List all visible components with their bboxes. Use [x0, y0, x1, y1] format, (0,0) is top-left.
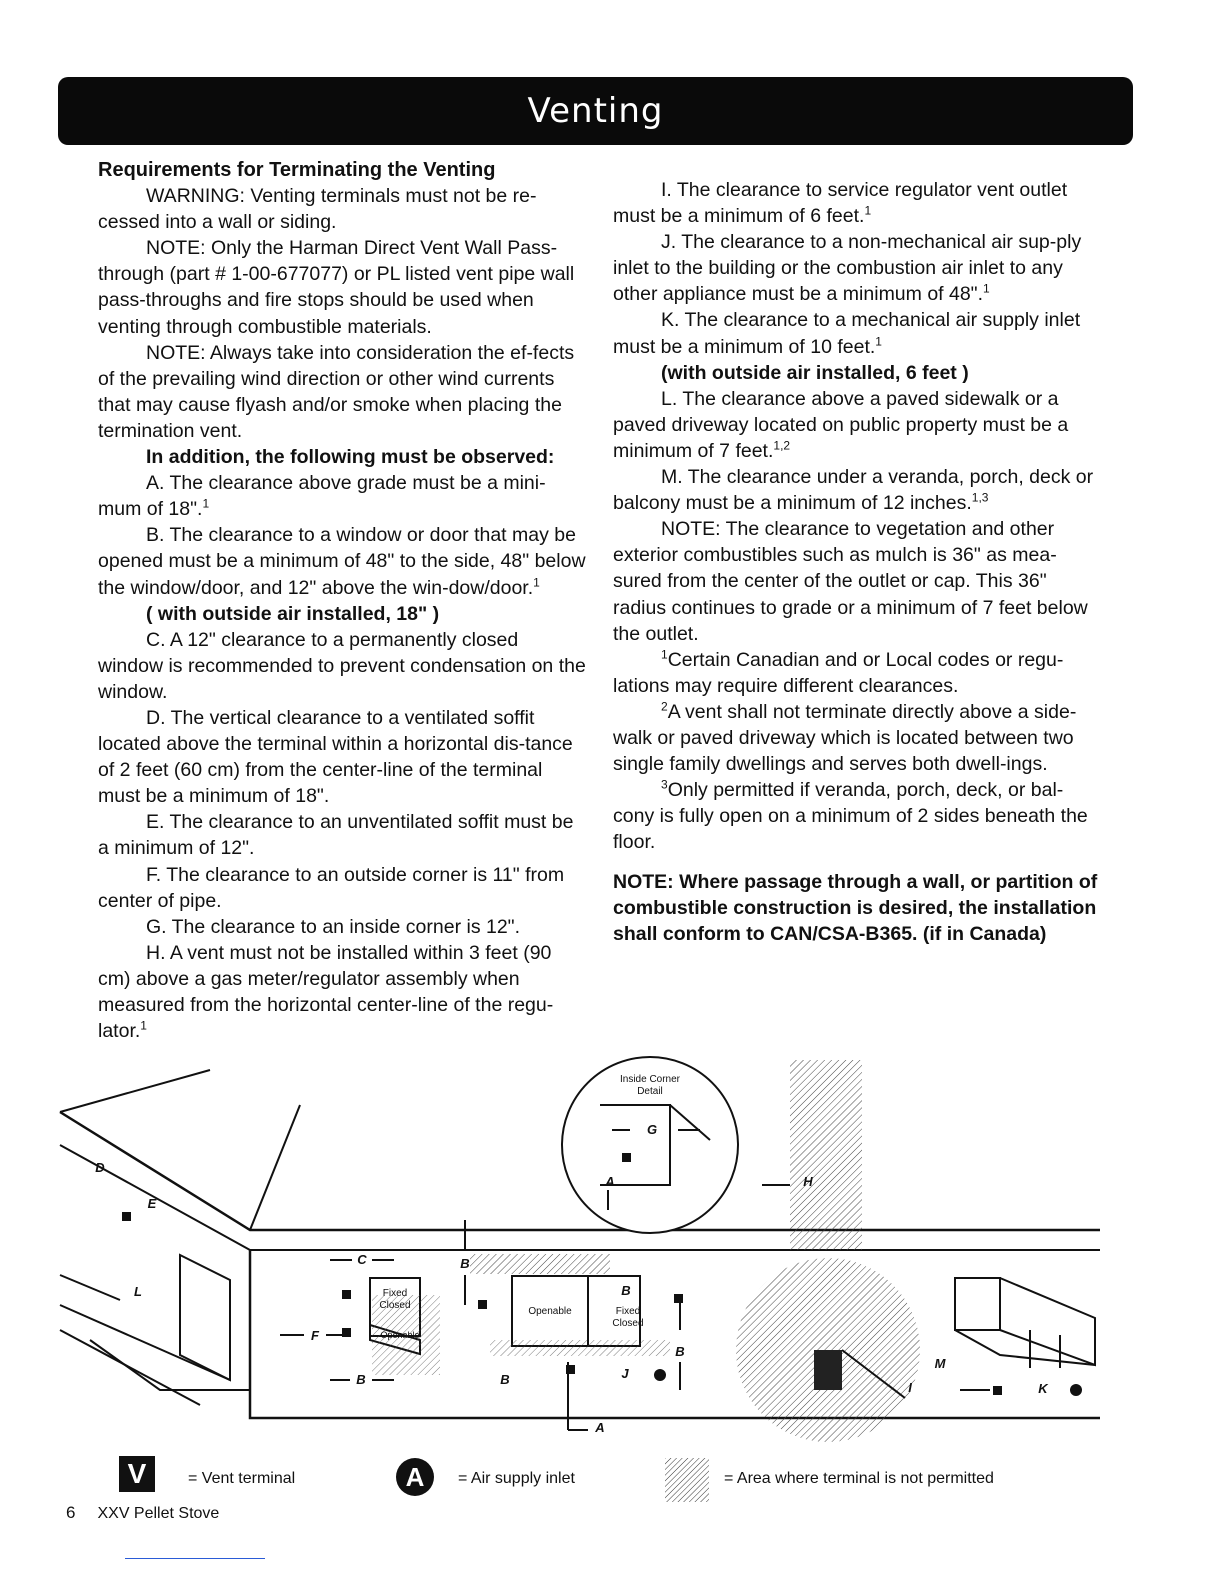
clearance-i: I. The clearance to service regulator vent outlet must be a minimum of 6 feet.$^1$ — [613, 179, 1068, 228]
letter-i: I — [908, 1380, 912, 1395]
clearance-h: H. A vent must not be installed within 3 feet (90 cm) above a gas meter/regulator assembly when measured from the horizontal center-line of the regu-lator.$^1$ — [98, 941, 554, 1043]
clearance-j: J. The clearance to a non-mechanical air sup-ply inlet to the building or the combustion air inlet to any other appliance must be a minimum of 48".$^1$ — [613, 231, 1082, 306]
legend-vent-terminal: = Vent terminal — [188, 1470, 296, 1487]
letter-d: D — [95, 1160, 105, 1175]
air-supply-symbol: A — [396, 1458, 434, 1496]
warning-paragraph: WARNING: Venting terminals must not be re-cessed into a wall or siding. — [98, 185, 537, 234]
clearance-e: E. The clearance to an unventilated soffit must be a minimum of 12". — [98, 811, 574, 860]
letter-h: H — [803, 1174, 813, 1189]
page-title: Venting — [527, 91, 664, 131]
letter-a-detail: A — [605, 1174, 615, 1189]
footnote-1: $^1$Certain Canadian and or Local codes or regu-lations may require different clearances. — [613, 647, 1064, 697]
note-canada: NOTE: Where passage through a wall, or partition of combustible construction is desired, the installation shall conform to CAN/CSA-B365. (if in Canada) — [613, 871, 1098, 946]
right-column — [613, 177, 1103, 947]
footnote-3: $^3$Only permitted if veranda, porch, deck, or bal-cony is fully open on a minimum of 2 sides beneath the floor. — [613, 777, 1088, 854]
clearance-g: G. The clearance to an inside corner is 12". — [146, 915, 521, 938]
clearance-a: A. The clearance above grade must be a mini-mum of 18".$^1$ — [98, 472, 546, 521]
letter-g: G — [646, 1122, 658, 1137]
hatch-area-symbol — [665, 1458, 709, 1502]
clearance-d: D. The vertical clearance to a ventilated soffit located above the terminal within a horizontal dis-tance of 2 feet (60 cm) from the center-line of the terminal must be a minimum of 18". — [98, 706, 573, 808]
observed-heading: In addition, the following must be observed: — [146, 446, 555, 469]
openable-label-1: Openable — [380, 1330, 420, 1340]
closed-label-1: Closed — [379, 1300, 411, 1311]
inside-corner-label: Inside Corner — [619, 1074, 681, 1085]
note-vegetation: NOTE: The clearance to vegetation and other exterior combustibles such as mulch is 36" as mea-sured from the center of the outlet or cap. This 36" radius continues to grade or a minimum of 7 feet below the outlet. — [613, 518, 1088, 645]
letter-b-mid: B — [500, 1372, 510, 1387]
letter-e: E — [147, 1196, 157, 1211]
footer-rule — [125, 1558, 265, 1559]
clearance-m: M. The clearance under a veranda, porch, deck or balcony must be a minimum of 12 inches.$^{1,3}$ — [613, 466, 1094, 515]
detail-label: Detail — [637, 1086, 663, 1097]
fixed-label-2: Fixed — [615, 1306, 641, 1317]
letter-c: C — [357, 1252, 367, 1267]
clearance-f: F. The clearance to an outside corner is 11" from center of pipe. — [98, 863, 565, 912]
letter-k: K — [1038, 1381, 1048, 1396]
left-column — [98, 157, 588, 1044]
letter-b-bottom: B — [675, 1344, 685, 1359]
note-wind: NOTE: Always take into consideration the ef-fects of the prevailing wind direction or other wind currents that may cause flyash and/or smoke when placing the termination vent. — [98, 341, 575, 442]
product-name: XXV Pellet Stove — [97, 1505, 220, 1522]
letter-b-left: B — [356, 1372, 366, 1387]
legend-air-supply: = Air supply inlet — [458, 1470, 575, 1487]
page-number: 6 — [66, 1503, 76, 1522]
letter-a: A — [595, 1420, 605, 1435]
fixed-label-1: Fixed — [382, 1288, 408, 1299]
legend-not-permitted: = Area where terminal is not permitted — [724, 1470, 994, 1487]
clearance-diagram — [0, 1050, 1225, 1450]
section-heading: Requirements for Terminating the Venting — [98, 159, 496, 181]
title-banner — [58, 77, 1133, 145]
clearance-k-outside-air: (with outside air installed, 6 feet ) — [661, 361, 969, 384]
letter-f: F — [311, 1328, 319, 1343]
letter-b-top: B — [460, 1256, 470, 1271]
clearance-c: C. A 12" clearance to a permanently closed window is recommended to prevent condensation on the window. — [98, 628, 586, 703]
openable-label-2: Openable — [528, 1306, 572, 1317]
letter-b-right: B — [621, 1283, 631, 1298]
footnote-2: $^2$A vent shall not terminate directly above a side-walk or paved driveway which is located between two single family dwellings and serves both dwell-ings. — [613, 699, 1077, 776]
letter-m: M — [934, 1356, 946, 1371]
letter-l: L — [134, 1284, 142, 1299]
clearance-b-outside-air: ( with outside air installed, 18" ) — [146, 602, 440, 625]
clearance-b: B. The clearance to a window or door that may be opened must be a minimum of 48" to the side, 48" below the window/door, and 12" above the win-dow/door.$^1$ — [98, 524, 586, 599]
note-passthrough: NOTE: Only the Harman Direct Vent Wall Pass-through (part # 1-00-677077) or PL listed vent pipe wall pass-throughs and fire stops should be used when venting through combustible materials. — [98, 237, 575, 338]
letter-j: J — [621, 1366, 629, 1381]
clearance-k: K. The clearance to a mechanical air supply inlet must be a minimum of 10 feet.$^1$ — [613, 309, 1081, 358]
closed-label-2: Closed — [612, 1318, 644, 1329]
vent-terminal-symbol: V — [119, 1456, 155, 1492]
clearance-l: L. The clearance above a paved sidewalk or a paved driveway located on public property must be a minimum of 7 feet.$^{1,2}$ — [613, 387, 1069, 462]
page-footer — [66, 1503, 219, 1523]
